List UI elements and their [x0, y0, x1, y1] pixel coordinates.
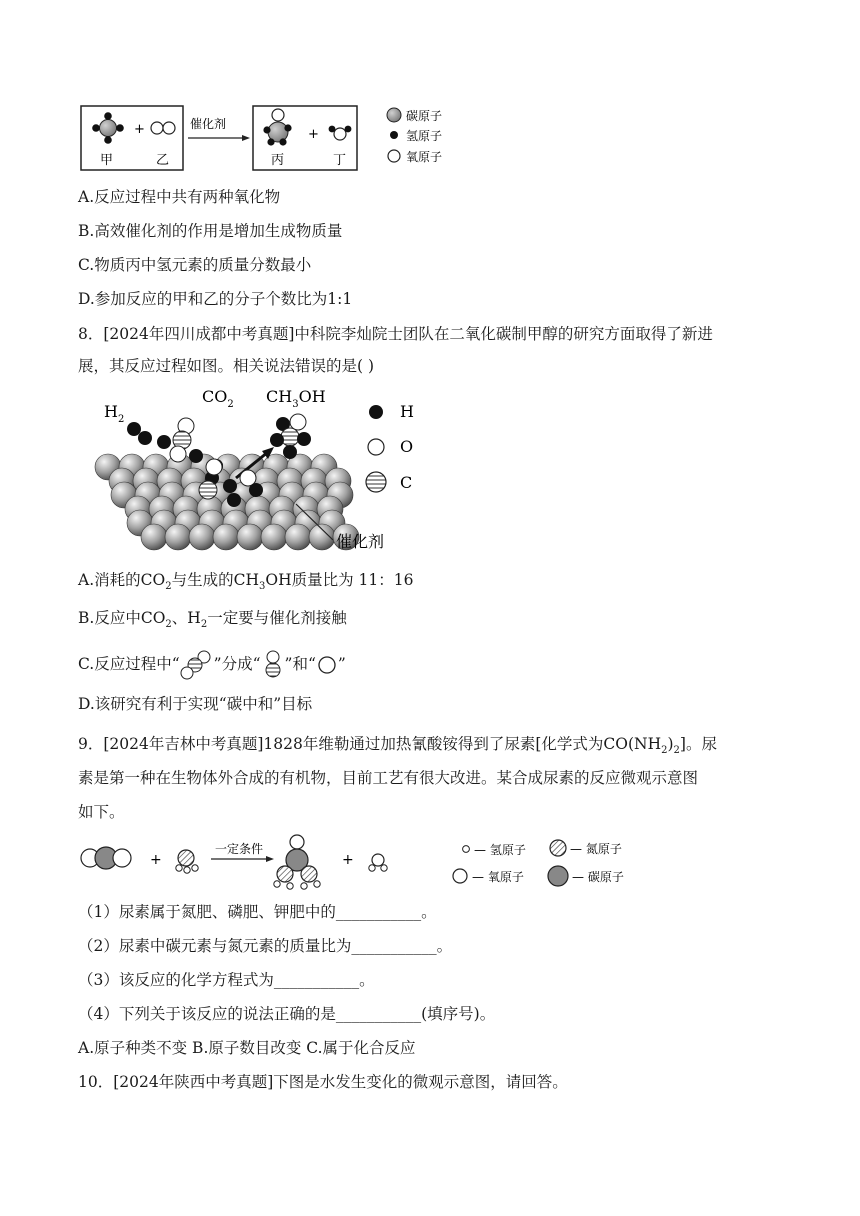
q8-option-d: D.该研究有利于实现“碳中和”目标 — [78, 695, 313, 713]
co2-label-text: $CO_2$ — [202, 387, 234, 410]
svg-text:+: + — [308, 127, 319, 142]
co-split-icon — [261, 650, 285, 680]
catalyst-sphere — [309, 524, 335, 550]
legend-c-atom: — 碳原子 — [572, 870, 624, 884]
legend-o: O — [400, 437, 414, 456]
q7-option-b: B.高效催化剂的作用是增加生成物质量 — [78, 222, 343, 240]
q8-option-b: B.反应中$CO_2$、$H_2$一定要与催化剂接触 — [78, 609, 347, 631]
catalyst-label: 催化剂 — [190, 117, 227, 131]
label-ding: 丁 — [333, 153, 347, 168]
label-bing: 丙 — [271, 153, 285, 168]
q9-part3: （3）该反应的化学方程式为___________。 — [78, 971, 375, 989]
q7-option-d: D.参加反应的甲和乙的分子个数比为1:1 — [78, 290, 353, 308]
catalyst-sphere — [285, 524, 311, 550]
legend-h: H — [400, 402, 414, 421]
catalyst-sphere — [165, 524, 191, 550]
svg-text:+: + — [134, 122, 145, 137]
q9-stem-line3: 如下。 — [78, 803, 125, 821]
q9-part4: （4）下列关于该反应的说法正确的是___________(填序号)。 — [78, 1005, 496, 1023]
legend-o-atom: — 氧原子 — [472, 870, 524, 884]
catalyst-pointer-label: 催化剂 — [336, 532, 385, 551]
q9-part1: （1）尿素属于氮肥、磷肥、钾肥中的___________。 — [78, 903, 437, 921]
q7-option-a: A.反应过程中共有两种氧化物 — [78, 188, 281, 206]
legend-oxygen: 氧原子 — [406, 150, 443, 164]
q9-part2: （2）尿素中碳元素与氮元素的质量比为___________。 — [78, 937, 453, 955]
svg-text:+: + — [150, 852, 162, 868]
catalyst-sphere — [213, 524, 239, 550]
legend-carbon: 碳原子 — [406, 109, 443, 123]
legend-n-atom: — 氮原子 — [570, 842, 622, 856]
q8-option-a: A.消耗的$CO_2$与生成的$CH_3OH$质量比为 11：16 — [78, 571, 414, 593]
ch3oh-label-text: $CH_3OH$ — [266, 387, 326, 410]
catalyst-sphere — [261, 524, 287, 550]
o-atom-icon — [316, 654, 338, 676]
q9-stem-line2: 素是第一种在生物体外合成的有机物，目前工艺有很大改进。某合成尿素的反应微观示意图 — [78, 769, 699, 787]
label-yi: 乙 — [156, 153, 170, 168]
q7-option-c: C.物质丙中氢元素的质量分数最小 — [78, 256, 312, 274]
reaction-diagram-q7 — [78, 100, 458, 178]
h2-label-text: $H_2$ — [104, 402, 125, 425]
q8-stem-line2: 展，其反应过程如图。相关说法错误的是( ) — [78, 357, 375, 375]
q9-stem-line1: 9．[2024年吉林中考真题]1828年维勒通过加热氰酸铵得到了尿素[化学式为$CO(NH_2)_2$]。尿 — [78, 735, 717, 757]
q8-stem-line1: 8．[2024年四川成都中考真题]中科院李灿院士团队在二氧化碳制甲醇的研究方面取得了新进 — [78, 325, 713, 343]
legend-c: C — [400, 473, 413, 492]
q10-stem: 10．[2024年陕西中考真题]下图是水发生变化的微观示意图，请回答。 — [78, 1073, 568, 1091]
legend-hydrogen: 氢原子 — [406, 129, 443, 143]
co-molecule-icon — [180, 650, 214, 680]
catalyst-sphere — [237, 524, 263, 550]
q8-option-c: C.反应过程中“ ”分成“ ”和“ ” — [78, 650, 346, 680]
legend-h-atom: — 氢原子 — [474, 843, 526, 857]
label-jia: 甲 — [100, 153, 114, 168]
catalyst-sphere — [141, 524, 167, 550]
catalyst-surface-diagram — [78, 382, 438, 560]
catalyst-sphere — [189, 524, 215, 550]
urea-reaction-diagram — [78, 834, 638, 892]
svg-text:+: + — [342, 852, 354, 868]
q9-options: A.原子种类不变 B.原子数目改变 C.属于化合反应 — [78, 1039, 416, 1057]
condition-label: 一定条件 — [215, 842, 264, 856]
